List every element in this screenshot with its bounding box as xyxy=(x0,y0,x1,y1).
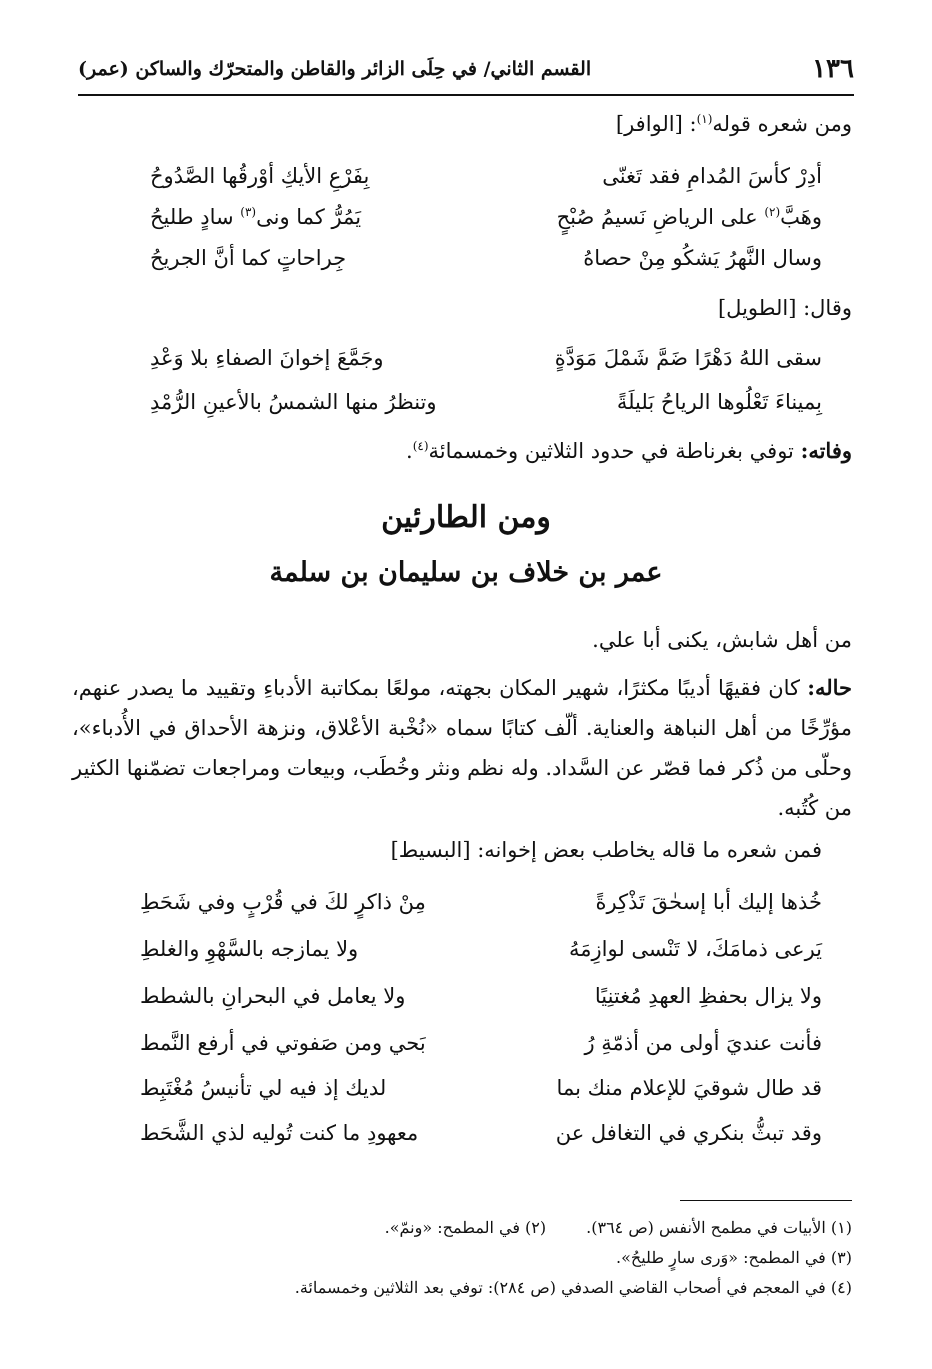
verse-text: سادٍ طليحُ xyxy=(150,205,241,229)
poem3-intro: فمن شعره ما قاله يخاطب بعض إخوانه: [البسيط] xyxy=(390,838,822,862)
hemistich-second: جِراحاتٍ كما أنَّ الجريحُ xyxy=(150,246,347,270)
hemistich-second: بَحي ومن صَفوتي في أرفع النَّمط xyxy=(140,1031,426,1055)
footnote-rule xyxy=(680,1200,852,1201)
hemistich-second: وتنظرُ منها الشمسُ بالأعينِ الرُّمْدِ xyxy=(150,390,437,414)
running-title: القسم الثاني/ في حِلَى الزائر والقاطن والمتحرّك والساكن (عمر) xyxy=(78,58,592,80)
running-header xyxy=(78,54,854,94)
hemistich-first: فأنت عنديَ أولى من أذمّةِ رُ xyxy=(584,1031,822,1055)
footnote-2: (٢) في المطمح: «ونمّ». xyxy=(384,1218,547,1237)
poem3-verse-4 xyxy=(140,1031,822,1075)
status-paragraph xyxy=(72,668,852,828)
hemistich-first: قد طال شوقيَ للإعلام منك بما xyxy=(556,1076,822,1100)
poem1-verse-2 xyxy=(150,205,822,249)
poem2-verse-2 xyxy=(150,390,822,434)
footnote-ref-3: (٣) xyxy=(240,205,257,219)
poem3-verse-3 xyxy=(140,984,822,1028)
footnote-ref-1: (١) xyxy=(696,112,713,126)
verse-text: وهَبَّ xyxy=(780,205,822,229)
hemistich-second xyxy=(150,205,361,229)
poem3-verse-6 xyxy=(140,1121,822,1165)
hemistich-first: أدِرْ كأسَ المُدامِ فقد تَغنّى xyxy=(602,164,822,188)
poem2-intro: وقال: [الطويل] xyxy=(717,296,852,320)
verse-text: على الرياضِ نَسيمُ صُبْحٍ xyxy=(556,205,765,229)
poem1-meter: : [الوافر] xyxy=(615,112,697,136)
death-text: توفي بغرناطة في حدود الثلاثين وخمسمائة xyxy=(428,439,801,463)
status-text: كان فقيهًا أديبًا مكثرًا، شهير المكان بجهته، مولعًا بمكاتبة الأدباءِ وتقييد ما يصدر عنهم، مؤرِّخًا من أهل النباهة والعناية. ألّف كتابًا سماه «نُخْبة الأعْلاق، ونزهة الأحداق في الأُدباء»، وحلّى من ذُكر فما قصّر عن السَّداد. وله نظم ونثر وخُطَب، وبيعات ومراجعات تضمّنها الكثير من كُتُبه. xyxy=(72,676,852,820)
death-note xyxy=(406,438,852,463)
poem1-verse-1 xyxy=(150,164,822,208)
origin-line: من أهل شابش، يكنى أبا علي. xyxy=(592,628,852,652)
person-name: عمر بن خلاف بن سليمان بن سلمة xyxy=(269,557,663,588)
status-label: حاله: xyxy=(807,675,852,700)
death-label: وفاته: xyxy=(800,438,852,463)
hemistich-first: يَرعى ذمامَكَ، لا تَنْسى لوازِمَهُ xyxy=(568,937,822,961)
hemistich-second: ولا يعامل في البحرانِ بالشطط xyxy=(140,984,406,1008)
footnote-3: (٣) في المطمح: «وَرى سارٍ طليحُ». xyxy=(616,1248,852,1267)
poem3-verse-1 xyxy=(140,890,822,934)
poem3-verse-2 xyxy=(140,937,822,981)
poem1-verse-3 xyxy=(150,246,822,290)
header-rule xyxy=(78,94,854,96)
verse-text: يَمُرُّ كما ونى xyxy=(256,205,362,229)
page-number: ١٣٦ xyxy=(812,54,854,84)
hemistich-second: بِفَرْعِ الأيكِ أوْرقُها الصَّدُوحُ xyxy=(150,164,370,188)
footnote-ref-4: (٤) xyxy=(412,439,429,453)
hemistich-second: لديك إذ فيه لي تأنيسُ مُغْتَبِط xyxy=(140,1076,387,1100)
footnote-4: (٤) في المعجم في أصحاب القاضي الصدفي (ص ٢٨٤): توفي بعد الثلاثين وخمسمائة. xyxy=(294,1278,852,1297)
poem1-intro xyxy=(616,112,852,136)
hemistich-first: سقى اللهُ دَهْرًا ضَمَّ شَمْلَ مَوَدَّةٍ xyxy=(554,346,822,370)
death-end: . xyxy=(406,439,413,463)
footnote-ref-2: (٢) xyxy=(764,205,781,219)
hemistich-second: مِنْ ذاكرٍ لكَ في قُرْبٍ وفي شَحَطِ xyxy=(140,890,426,914)
footnotes-line-1 xyxy=(385,1218,852,1237)
footnote-1: (١) الأبيات في مطمح الأنفس (ص ٣٦٤). xyxy=(586,1218,852,1237)
hemistich-first: وقد تبثُّ بنكري في التغافل عن xyxy=(555,1121,822,1145)
section-title: ومن الطارئين xyxy=(381,500,551,535)
hemistich-first: خُذها إليك أبا إسحٰقَ تَذْكِرةً xyxy=(595,890,822,914)
hemistich-second: ولا يمازجه بالسَّهْوِ والغلطِ xyxy=(140,937,359,961)
poem1-intro-text: ومن شعره قوله xyxy=(712,112,852,136)
hemistich-first xyxy=(557,205,822,229)
poem3-verse-5 xyxy=(140,1076,822,1120)
hemistich-second: معهودِ ما كنت تُوليه لذي الشَّحَط xyxy=(140,1121,419,1145)
hemistich-first: وسال النَّهرُ يَشكُو مِنْ حصاهُ xyxy=(583,246,822,270)
poem2-verse-1 xyxy=(150,346,822,390)
hemistich-first: بِميناءَ تَعْلُوها الرياحُ بَليلَةً xyxy=(616,390,822,414)
hemistich-first: ولا يزال بحفظِ العهدِ مُغتنِيًا xyxy=(594,984,822,1008)
hemistich-second: وجَمَّعَ إخوانَ الصفاءِ بلا وَعْدِ xyxy=(150,346,384,370)
